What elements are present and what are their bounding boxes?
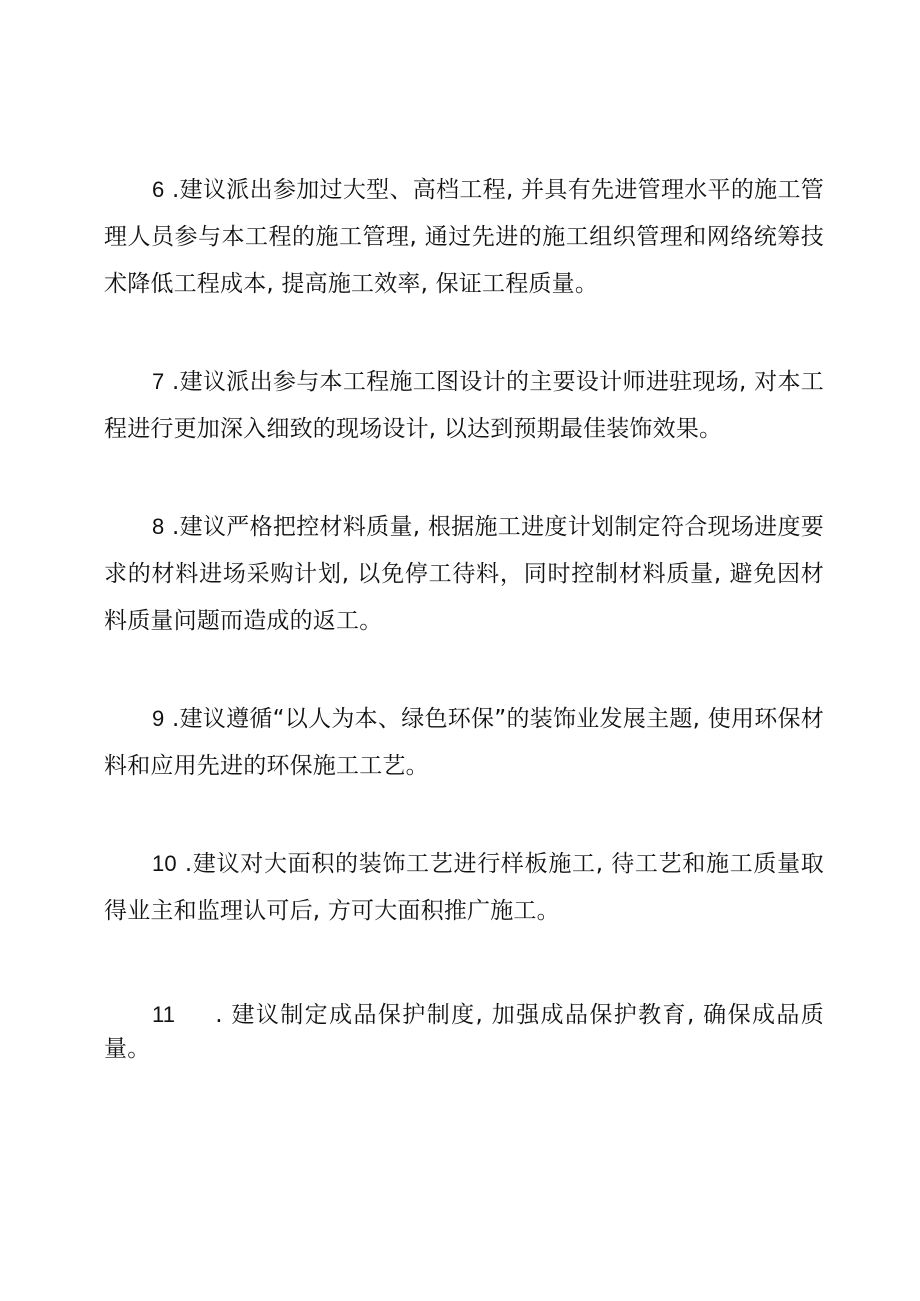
item-number: 11 bbox=[152, 1002, 176, 1027]
list-item bbox=[104, 358, 824, 453]
list-item bbox=[104, 166, 824, 308]
list-item bbox=[104, 998, 824, 1066]
item-text: .建议对大面积的装饰工艺进行样板施工, 待工艺和施工质量取得业主和监理认可后, 方可大面积推广施工。 bbox=[104, 851, 824, 924]
list-item bbox=[104, 503, 824, 645]
item-number: 6 bbox=[152, 177, 165, 202]
list-item bbox=[104, 695, 824, 790]
item-text: .建议派出参加过大型、高档工程, 并具有先进管理水平的施工管理人员参与本工程的施工管理, 通过先进的施工组织管理和网络统筹技术降低工程成本, 提高施工效率, 保证工程质量。 bbox=[104, 177, 824, 297]
item-text: .建议派出参与本工程施工图设计的主要设计师进驻现场, 对本工程进行更加深入细致的现场设计, 以达到预期最佳装饰效果。 bbox=[104, 369, 824, 442]
item-text: .建议严格把控材料质量, 根据施工进度计划制定符合现场进度要求的材料进场采购计划, 以免停工待料，同时控制材料质量, 避免因材料质量问题而造成的返工。 bbox=[104, 514, 824, 634]
item-number: 10 bbox=[152, 851, 177, 876]
item-text: . 建议制定成品保护制度, 加强成品保护教育, 确保成品质量。 bbox=[104, 1002, 824, 1062]
list-item bbox=[104, 840, 824, 935]
item-number: 9 bbox=[152, 706, 165, 731]
item-text: .建议遵循“以人为本、绿色环保”的装饰业发展主题, 使用环保材料和应用先进的环保施工工艺。 bbox=[104, 706, 824, 779]
item-number: 7 bbox=[152, 369, 165, 394]
item-number: 8 bbox=[152, 514, 165, 539]
